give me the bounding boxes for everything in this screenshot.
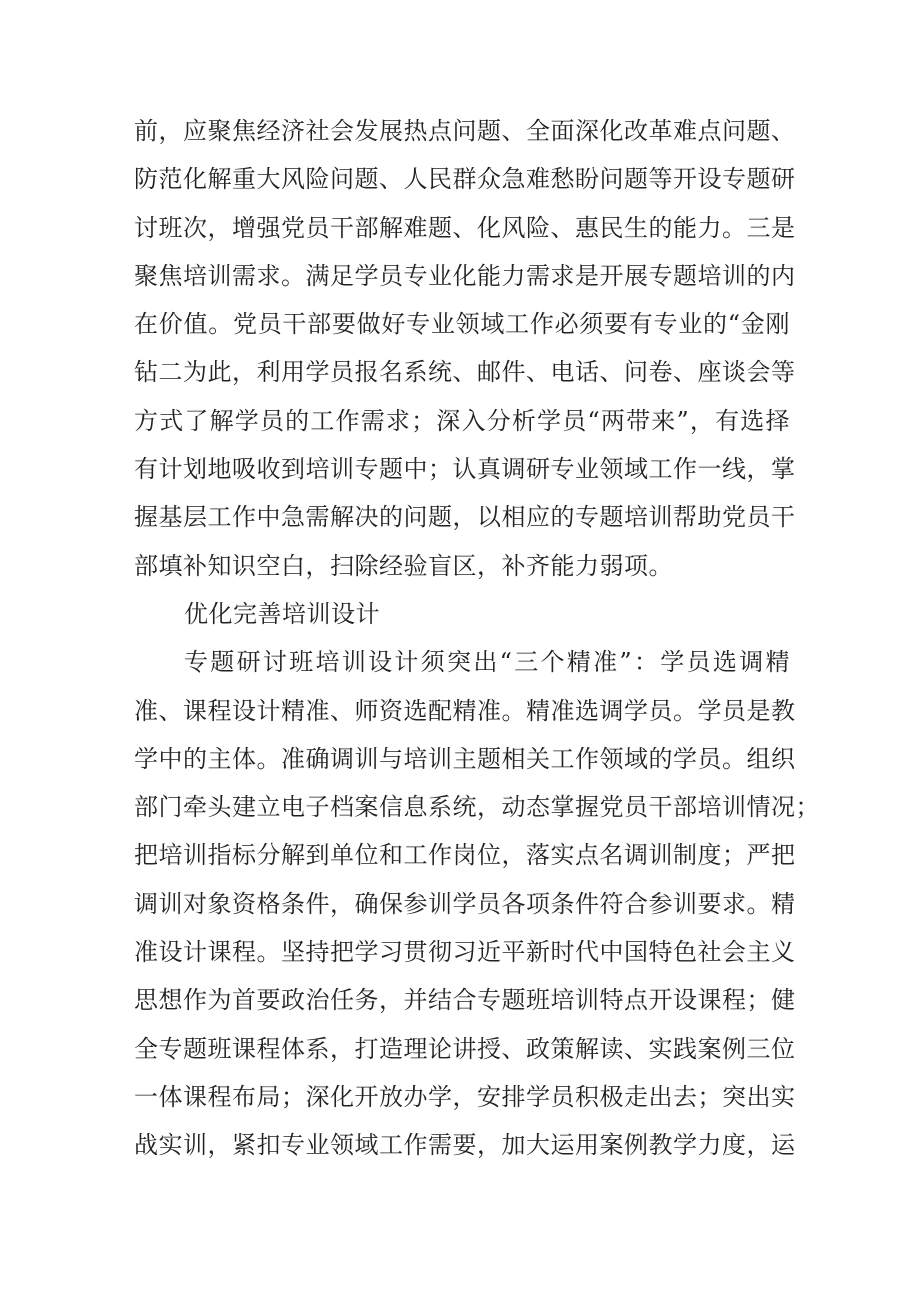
text-line: 战实训，紧扣专业领域工作需要，加大运用案例教学力度，运	[134, 1131, 796, 1160]
paragraph-1	[134, 107, 796, 590]
text-line: 思想作为首要政治任务，并结合专题班培训特点开设课程；健	[134, 986, 796, 1015]
text-line: 防范化解重大风险问题、人民群众急难愁盼问题等开设专题研	[134, 165, 796, 194]
text-line: 部填补知识空白，扫除经验盲区，补齐能力弱项。	[134, 551, 673, 580]
text-line: 钻二为此，利用学员报名系统、邮件、电话、问卷、座谈会等	[134, 358, 796, 387]
text-line: 准设计课程。坚持把学习贯彻习近平新时代中国特色社会主义	[134, 938, 796, 967]
text-line: 讨班次，增强党员干部解难题、化风险、惠民生的能力。三是	[134, 213, 796, 242]
section-heading: 优化完善培训设计	[184, 599, 380, 628]
text-line: 一体课程布局；深化开放办学，安排学员积极走出去；突出实	[134, 1082, 796, 1111]
text-line: 专题研讨班培训设计须突出“三个精准”：学员选调精	[184, 648, 790, 677]
text-line: 把培训指标分解到单位和工作岗位，落实点名调训制度；严把	[134, 841, 796, 870]
text-line: 全专题班课程体系，打造理论讲授、政策解读、实践案例三位	[134, 1034, 796, 1063]
text-line: 聚焦培训需求。满足学员专业化能力需求是开展专题培训的内	[134, 261, 796, 290]
text-line: 学中的主体。准确调训与培训主题相关工作领域的学员。组织	[134, 744, 796, 773]
text-line: 握基层工作中急需解决的问题，以相应的专题培训帮助党员干	[134, 503, 796, 532]
paragraph-2	[134, 638, 820, 1169]
document-body	[134, 107, 820, 1170]
text-line: 有计划地吸收到培训专题中；认真调研专业领域工作一线，掌	[134, 455, 796, 484]
text-line: 方式了解学员的工作需求；深入分析学员“两带来”，有选择	[134, 406, 790, 435]
text-line: 准、课程设计精准、师资选配精准。精准选调学员。学员是教	[134, 696, 796, 725]
text-line: 前，应聚焦经济社会发展热点问题、全面深化改革难点问题、	[134, 117, 796, 145]
text-line: 调训对象资格条件，确保参训学员各项条件符合参训要求。精	[134, 889, 796, 918]
text-line: 在价值。党员干部要做好专业领域工作必须要有专业的“金刚	[134, 310, 790, 339]
text-line: 部门牵头建立电子档案信息系统，动态掌握党员干部培训情况；	[134, 793, 820, 822]
